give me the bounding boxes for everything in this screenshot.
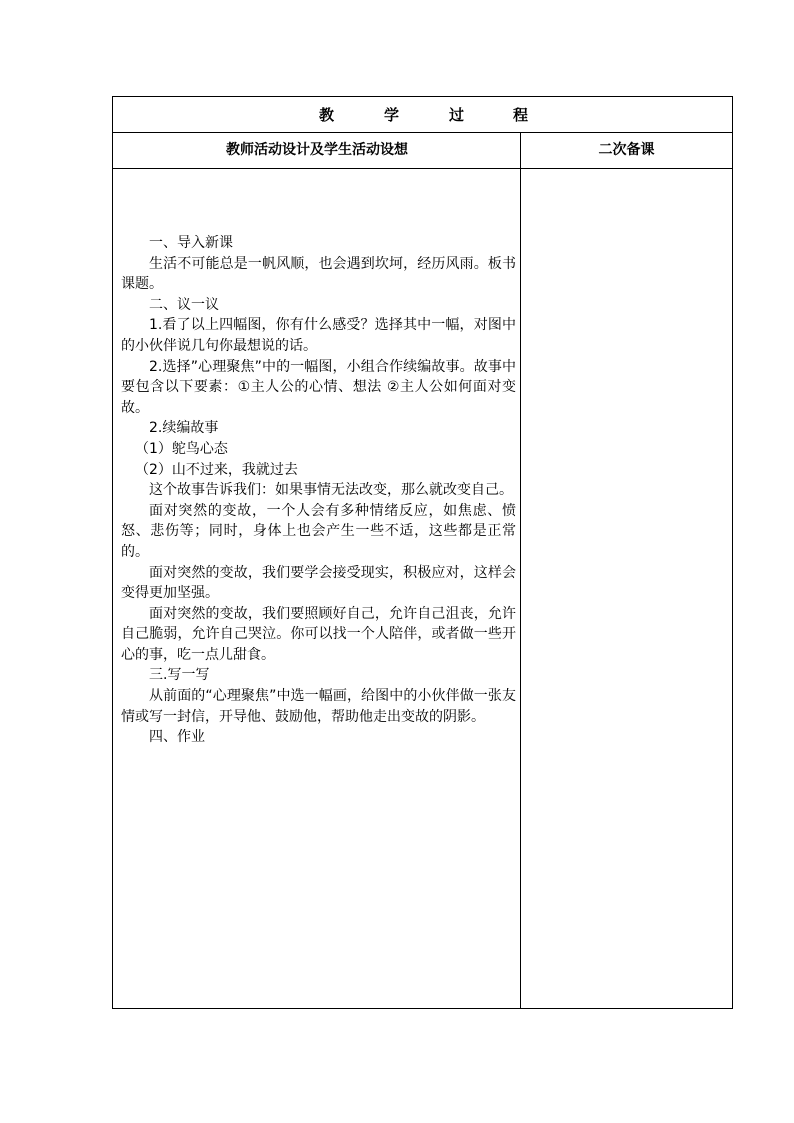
content-paragraph: 这个故事告诉我们：如果事情无法改变，那么就改变自己。 — [149, 482, 513, 499]
content-paragraph: 四、作业 — [149, 729, 205, 746]
content-paragraph: 面对突然的变故，我们要学会接受现实，积极应对，这样会变得更加坚强。 — [121, 564, 516, 602]
lesson-content — [121, 233, 516, 748]
content-paragraph: （1）鸵鸟心态 — [135, 440, 228, 457]
content-paragraph: 三.写一写 — [149, 667, 210, 684]
title-char: 教 — [319, 106, 335, 124]
title-char: 过 — [449, 106, 465, 124]
title-char: 程 — [513, 106, 529, 124]
content-paragraph: 2.续编故事 — [149, 420, 219, 437]
content-paragraph: 面对突然的变故，一个人会有多种情绪反应，如焦虑、愤怒、悲伤等；同时，身体上也会产生一些不适，这些都是正常的。 — [121, 502, 516, 560]
column-header-second-preparation: 二次备课 — [598, 142, 655, 158]
table-title-row — [113, 97, 732, 133]
content-paragraph: 1.看了以上四幅图，你有什么感受？选择其中一幅，对图中的小伙伴说几句你最想说的话。 — [121, 317, 516, 354]
content-paragraph: （2）山不过来，我就过去 — [135, 461, 298, 478]
lesson-process-table — [112, 96, 733, 1009]
content-paragraph: 面对突然的变故，我们要照顾好自己，允许自己沮丧，允许自己脆弱，允许自己哭泣。你可以找一个人陪伴，或者做一些开心的事，吃一点儿甜食。 — [121, 605, 516, 663]
column-header-activity-design: 教师活动设计及学生活动设想 — [226, 142, 408, 158]
content-paragraph: 从前面的“心理聚焦”中选一幅画，给图中的小伙伴做一张友情或写一封信，开导他、鼓励他，帮助他走出变故的阴影。 — [121, 688, 516, 725]
content-paragraph: 二、议一议 — [149, 296, 219, 313]
second-preparation-cell — [521, 169, 732, 1008]
content-paragraph: 一、导入新课 — [149, 235, 233, 251]
column-header-row — [113, 133, 732, 169]
title-char: 学 — [384, 106, 400, 124]
content-paragraph: 2.选择”心理聚焦”中的一幅图，小组合作续编故事。故事中要包含以下要素：①主人公的心情、想法 ②主人公如何面对变故。 — [121, 358, 516, 416]
content-paragraph: 生活不可能总是一帆风顺，也会遇到坎坷，经历风雨。板书课题。 — [121, 255, 516, 293]
